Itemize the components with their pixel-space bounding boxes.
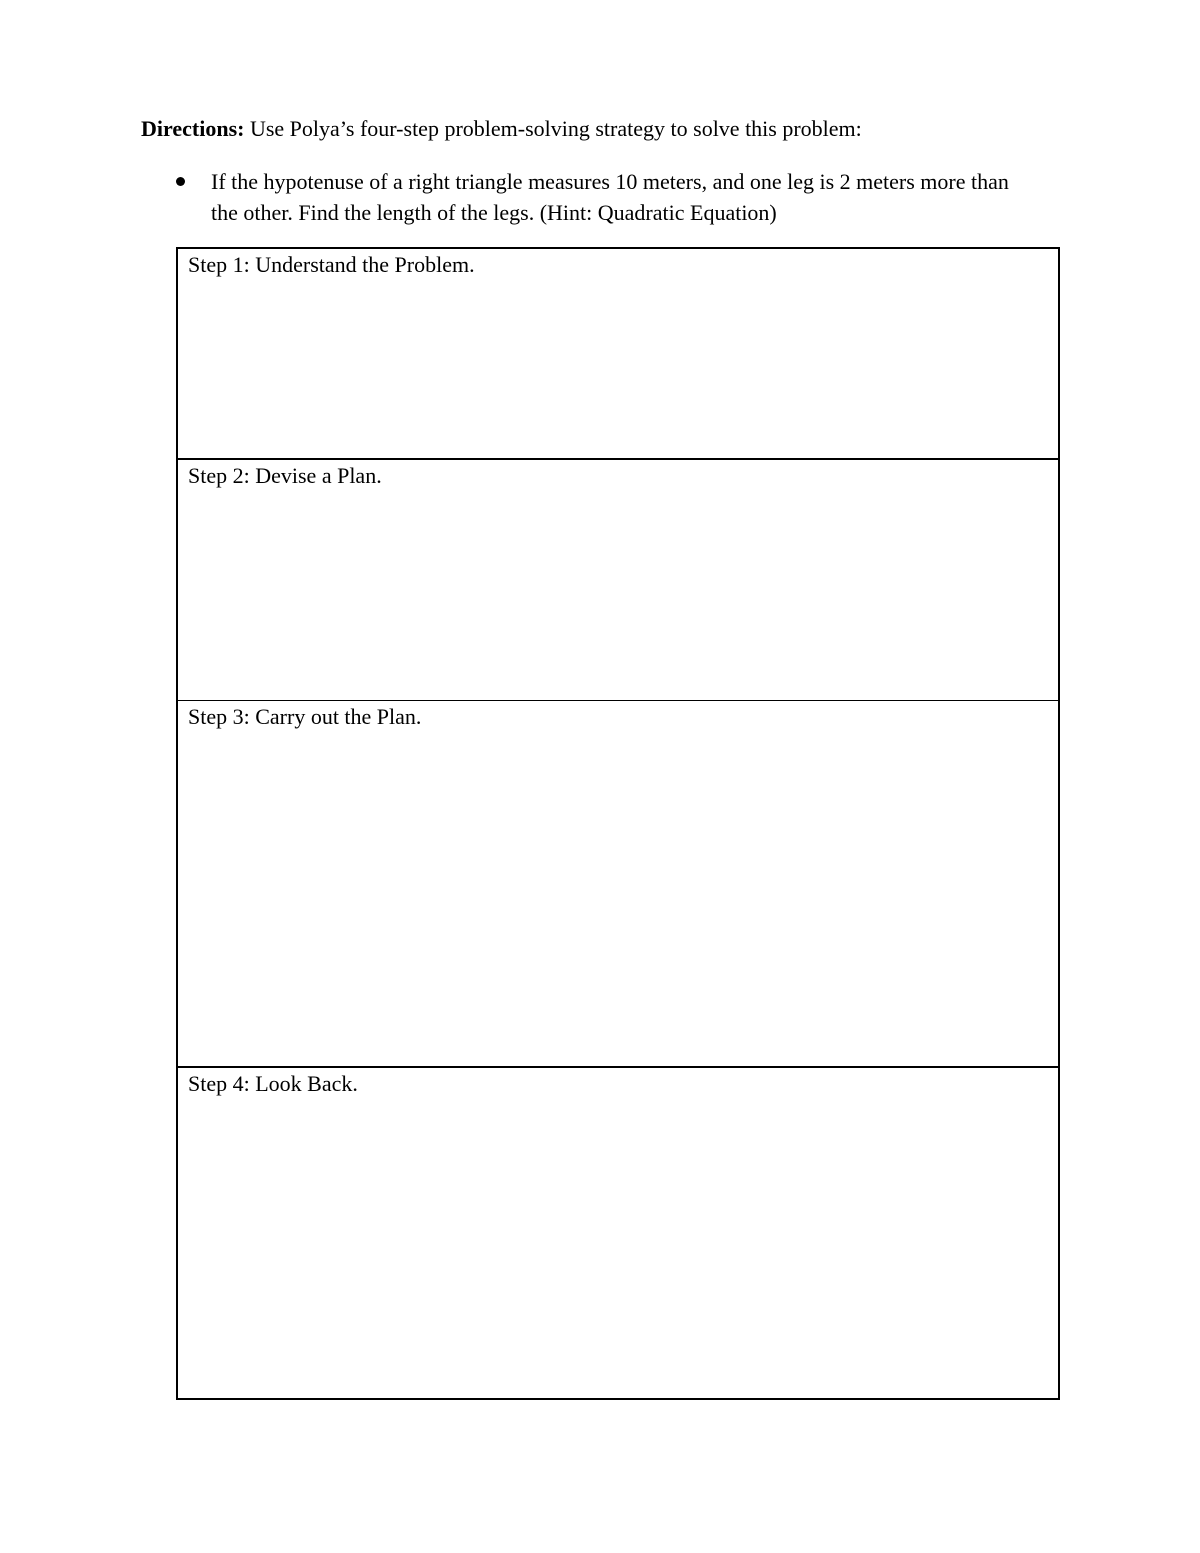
step-1-cell[interactable] <box>178 249 1058 458</box>
step-3-label: Step 3: Carry out the Plan. <box>188 704 422 729</box>
step-1-label: Step 1: Understand the Problem. <box>188 252 475 277</box>
step-2-label: Step 2: Devise a Plan. <box>188 463 382 488</box>
step-2-cell[interactable] <box>178 458 1058 700</box>
directions-label: Directions: <box>141 116 245 141</box>
step-3-cell[interactable] <box>178 700 1058 1066</box>
directions <box>141 114 862 144</box>
bullet-icon <box>176 177 185 186</box>
step-4-label: Step 4: Look Back. <box>188 1071 358 1096</box>
directions-text: Use Polya’s four-step problem-solving strategy to solve this problem: <box>244 116 862 141</box>
problem-text: If the hypotenuse of a right triangle measures 10 meters, and one leg is 2 meters more than the other. Find the length of the legs. (Hint: Quadratic Equation) <box>211 169 1009 225</box>
steps-table <box>176 247 1060 1400</box>
step-4-cell[interactable] <box>178 1066 1058 1398</box>
